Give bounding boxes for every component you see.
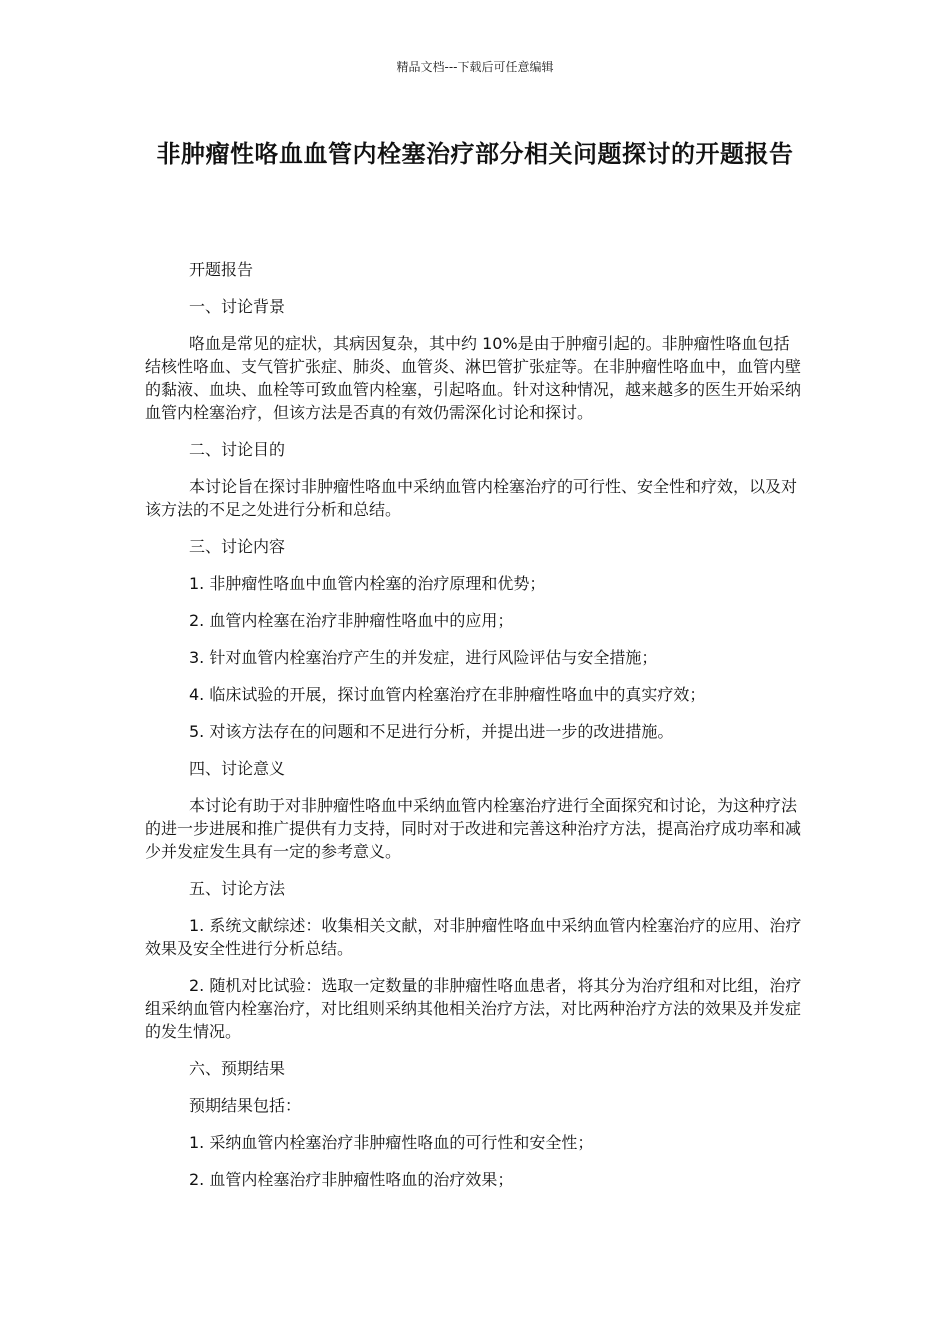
section-heading-background: 一、讨论背景	[189, 297, 286, 316]
expected-results-intro: 预期结果包括：	[189, 1096, 302, 1115]
paragraph-background: 咯血是常见的症状，其病因复杂，其中约 10%是由于肿瘤引起的。非肿瘤性咯血包括结核性咯血、支气管扩张症、肺炎、血管炎、淋巴管扩张症等。在非肿瘤性咯血中，血管内壁的黏液、血块、血栓等可致血管内栓塞，引起咯血。针对这种情况，越来越多的医生开始采纳血管内栓塞治疗，但该方法是否真的有效仍需深化讨论和探讨。	[145, 334, 802, 422]
section-heading-methods: 五、讨论方法	[189, 879, 286, 898]
method-item-1: 1. 系统文献综述：收集相关文献，对非肿瘤性咯血中采纳血管内栓塞治疗的应用、治疗效果及安全性进行分析总结。	[145, 916, 802, 958]
section-heading-expected-results: 六、预期结果	[189, 1059, 286, 1078]
content-item-3: 3. 针对血管内栓塞治疗产生的并发症，进行风险评估与安全措施；	[189, 648, 658, 667]
method-item-2: 2. 随机对比试验：选取一定数量的非肿瘤性咯血患者，将其分为治疗组和对比组，治疗组采纳血管内栓塞治疗，对比组则采纳其他相关治疗方法，对比两种治疗方法的效果及并发症的发生情况。	[145, 976, 802, 1041]
page-header-note: 精品文档---下载后可任意编辑	[396, 60, 554, 74]
section-heading-content: 三、讨论内容	[189, 537, 286, 556]
expected-result-item-1: 1. 采纳血管内栓塞治疗非肿瘤性咯血的可行性和安全性；	[189, 1133, 594, 1152]
section-label: 开题报告	[189, 260, 254, 279]
content-item-5: 5. 对该方法存在的问题和不足进行分析，并提出进一步的改进措施。	[189, 722, 674, 741]
section-heading-purpose: 二、讨论目的	[189, 440, 286, 459]
content-item-4: 4. 临床试验的开展，探讨血管内栓塞治疗在非肿瘤性咯血中的真实疗效；	[189, 685, 706, 704]
document-body	[145, 258, 805, 1205]
expected-result-item-2: 2. 血管内栓塞治疗非肿瘤性咯血的治疗效果；	[189, 1170, 514, 1189]
section-heading-significance: 四、讨论意义	[189, 759, 286, 778]
paragraph-purpose: 本讨论旨在探讨非肿瘤性咯血中采纳血管内栓塞治疗的可行性、安全性和疗效，以及对该方法的不足之处进行分析和总结。	[145, 477, 798, 519]
content-item-2: 2. 血管内栓塞在治疗非肿瘤性咯血中的应用；	[189, 611, 514, 630]
content-item-1: 1. 非肿瘤性咯血中血管内栓塞的治疗原理和优势；	[189, 574, 546, 593]
paragraph-significance: 本讨论有助于对非肿瘤性咯血中采纳血管内栓塞治疗进行全面探究和讨论，为这种疗法的进一步进展和推广提供有力支持，同时对于改进和完善这种治疗方法，提高治疗成功率和减少并发症发生具有一定的参考意义。	[145, 796, 802, 861]
document-title: 非肿瘤性咯血血管内栓塞治疗部分相关问题探讨的开题报告	[156, 140, 794, 168]
